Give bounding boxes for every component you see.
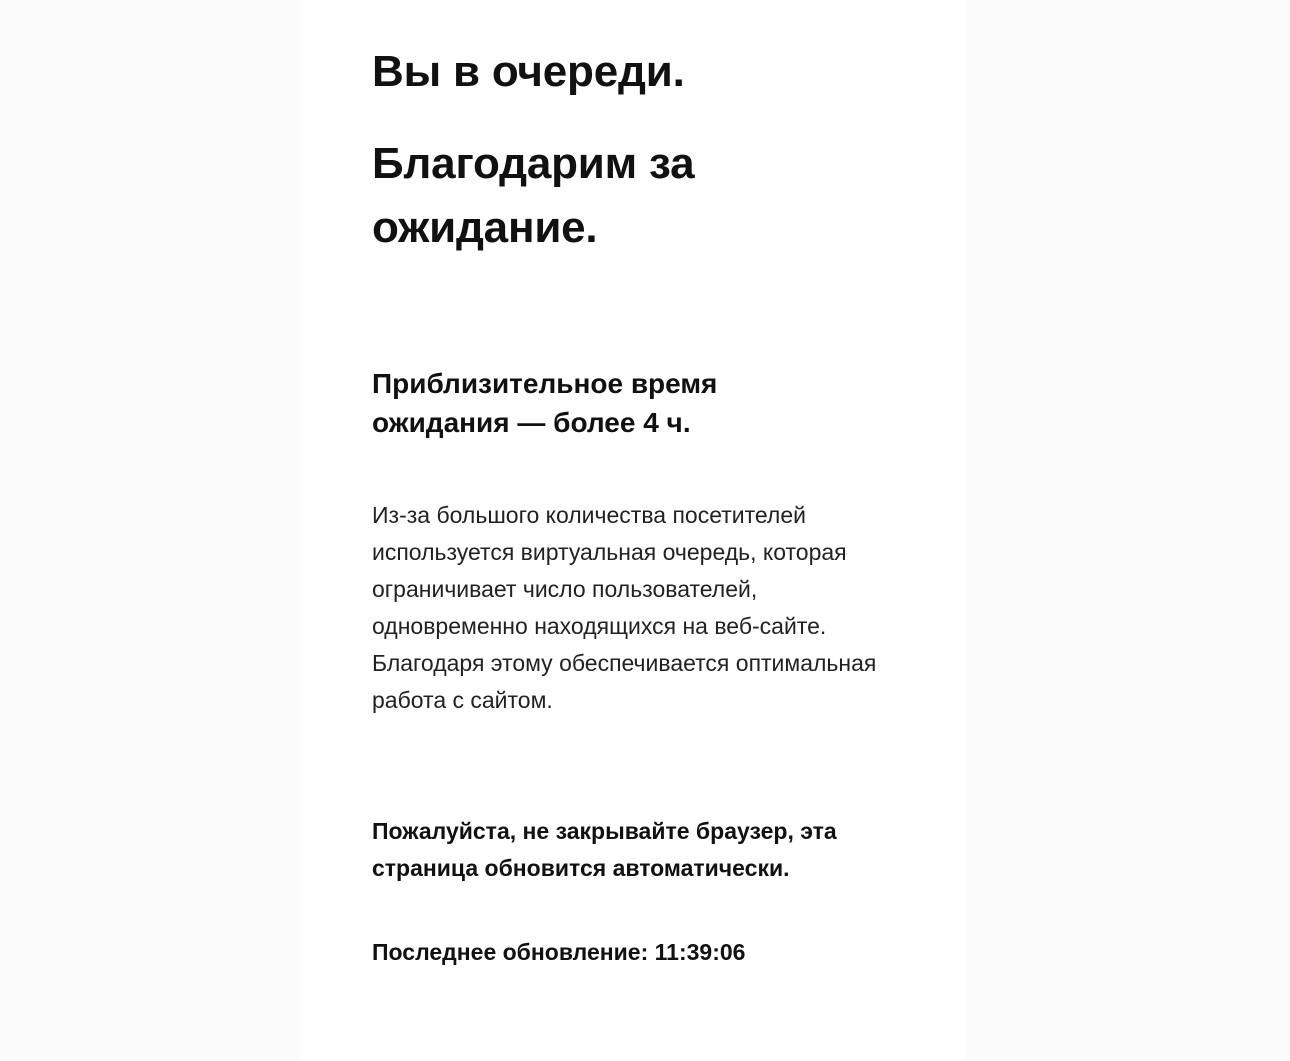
last-update-line	[372, 934, 932, 971]
last-update-label: Последнее обновление:	[372, 938, 649, 965]
estimated-wait-time: Приблизительное время ожидания — более 4 ч.	[372, 368, 718, 439]
browser-notice: Пожалуйста, не закрывайте браузер, эта страница обновится автоматически.	[372, 817, 837, 881]
queue-content	[372, 40, 932, 971]
last-update-time: 11:39:06	[654, 938, 746, 965]
queue-title: Вы в очереди.	[372, 47, 685, 96]
queue-description: Из-за большого количества посетителей используется виртуальная очередь, которая ограничивает число пользователей, одновременно находящихся на веб-сайте. Благодаря этому обеспечивается оптимальная работа с сайтом.	[372, 501, 877, 713]
thanks-heading: Благодарим за ожидание.	[372, 138, 695, 252]
